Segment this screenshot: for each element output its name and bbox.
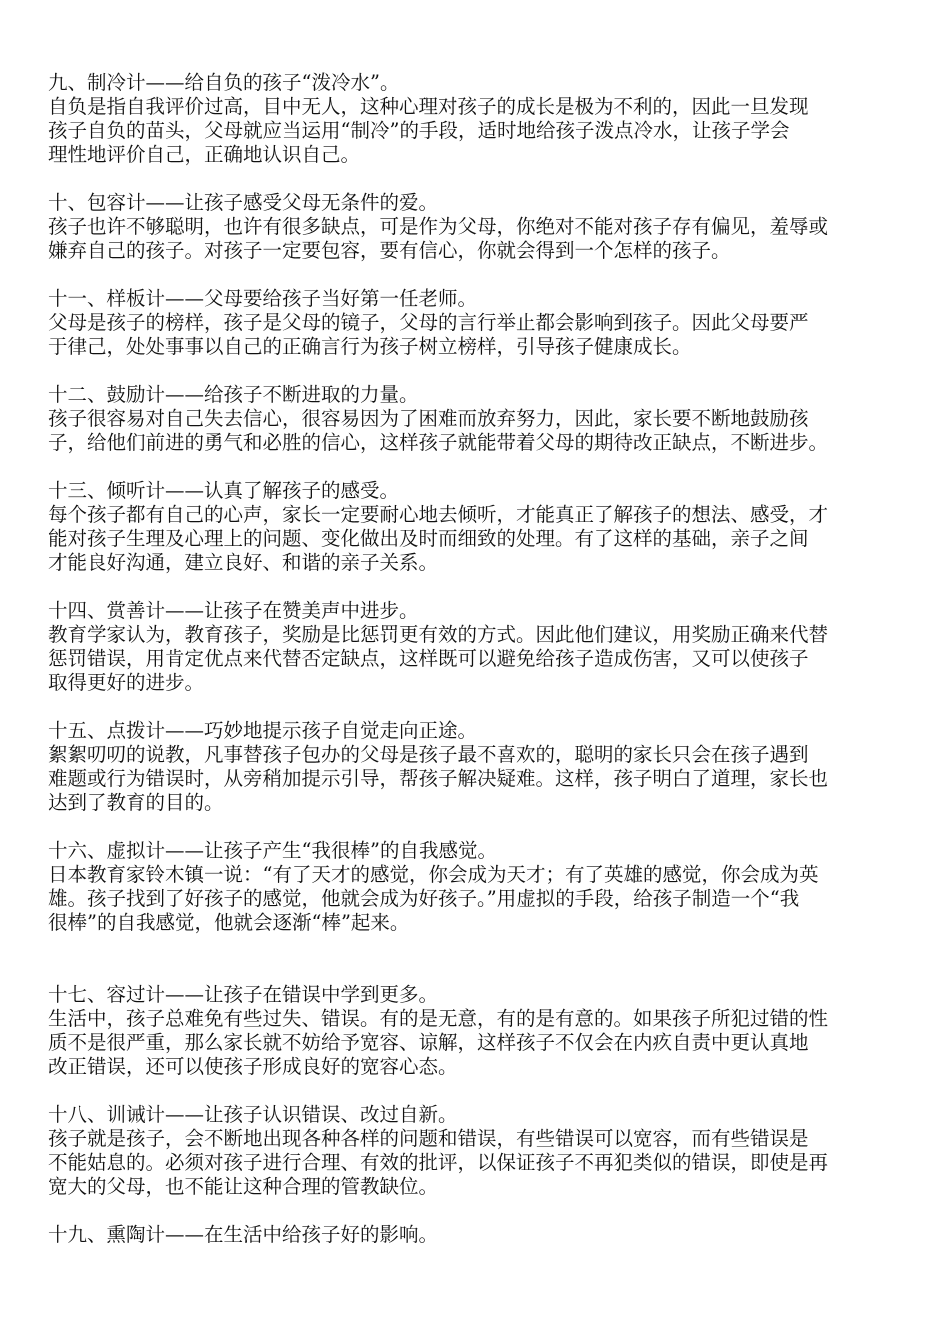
paragraph-line: 每个孩子都有自己的心声，家长一定要耐心地去倾听，才能真正了解孩子的想法、感受，才 [48, 503, 829, 526]
paragraph-line: 惩罚错误，用肯定优点来代替否定缺点，这样既可以避免给孩子造成伤害，又可以使孩子 [48, 647, 809, 670]
paragraph-line: 嫌弃自己的孩子。对孩子一定要包容，要有信心，你就会得到一个怎样的孩子。 [48, 239, 731, 262]
section-16 [48, 839, 910, 935]
section-11 [48, 287, 910, 359]
section-18 [48, 1103, 910, 1199]
paragraph-line: 理性地评价自己，正确地认识自己。 [48, 143, 361, 166]
section-heading: 十二、鼓励计——给孩子不断进取的力量。 [48, 383, 419, 406]
paragraph-line: 宽大的父母，也不能让这种合理的管教缺位。 [48, 1175, 439, 1198]
section-heading: 十六、虚拟计——让孩子产生“我很棒”的自我感觉。 [48, 839, 497, 862]
paragraph-line: 日本教育家铃木镇一说：“有了天才的感觉，你会成为天才；有了英雄的感觉，你会成为英 [48, 863, 819, 886]
paragraph-line: 质不是很严重，那么家长就不妨给予宽容、谅解，这样孩子不仅会在内疚自责中更认真地 [48, 1031, 809, 1054]
paragraph-line: 孩子自负的苗头，父母就应当运用“制冷”的手段，适时地给孩子泼点冷水，让孩子学会 [48, 119, 790, 142]
section-heading: 十四、赏善计——让孩子在赞美声中进步。 [48, 599, 419, 622]
paragraph-line: 改正错误，还可以使孩子形成良好的宽容心态。 [48, 1055, 458, 1078]
section-12 [48, 383, 910, 455]
section-heading: 十、包容计——让孩子感受父母无条件的爱。 [48, 191, 439, 214]
paragraph-line: 不能姑息的。必须对孩子进行合理、有效的批评，以保证孩子不再犯类似的错误，即使是再 [48, 1151, 829, 1174]
section-heading: 十一、样板计——父母要给孩子当好第一任老师。 [48, 287, 478, 310]
section-17 [48, 983, 910, 1079]
paragraph-line: 能对孩子生理及心理上的问题、变化做出及时而细致的处理。有了这样的基础，亲子之间 [48, 527, 809, 550]
section-heading: 十五、点拨计——巧妙地提示孩子自觉走向正途。 [48, 719, 478, 742]
paragraph-line: 孩子很容易对自己失去信心，很容易因为了困难而放弃努力，因此，家长要不断地鼓励孩 [48, 407, 809, 430]
paragraph-line: 子，给他们前进的勇气和必胜的信心，这样孩子就能带着父母的期待改正缺点，不断进步。 [48, 431, 829, 454]
section-heading: 十九、熏陶计——在生活中给孩子好的影响。 [48, 1223, 439, 1246]
section-19 [48, 1223, 910, 1247]
paragraph-line: 难题或行为错误时，从旁稍加提示引导，帮孩子解决疑难。这样，孩子明白了道理，家长也 [48, 767, 829, 790]
section-10 [48, 191, 910, 263]
paragraph-line: 孩子也许不够聪明，也许有很多缺点，可是作为父母，你绝对不能对孩子存有偏见，羞辱或 [48, 215, 829, 238]
section-heading: 十三、倾听计——认真了解孩子的感受。 [48, 479, 400, 502]
paragraph-line: 孩子就是孩子，会不断地出现各种各样的问题和错误，有些错误可以宽容，而有些错误是 [48, 1127, 809, 1150]
paragraph-line: 自负是指自我评价过高，目中无人，这种心理对孩子的成长是极为不利的，因此一旦发现 [48, 95, 809, 118]
section-14 [48, 599, 910, 695]
paragraph-line: 取得更好的进步。 [48, 671, 205, 694]
paragraph-line: 父母是孩子的榜样，孩子是父母的镜子，父母的言行举止都会影响到孩子。因此父母要严 [48, 311, 809, 334]
section-heading: 十七、容过计——让孩子在错误中学到更多。 [48, 983, 439, 1006]
paragraph-line: 教育学家认为，教育孩子，奖励是比惩罚更有效的方式。因此他们建议，用奖励正确来代替 [48, 623, 829, 646]
paragraph-line: 雄。孩子找到了好孩子的感觉，他就会成为好孩子。”用虚拟的手段，给孩子制造一个“我 [48, 887, 800, 910]
paragraph-line: 于律己，处处事事以自己的正确言行为孩子树立榜样，引导孩子健康成长。 [48, 335, 692, 358]
section-9 [48, 71, 910, 167]
paragraph-line: 絮絮叨叨的说教，凡事替孩子包办的父母是孩子最不喜欢的，聪明的家长只会在孩子遇到 [48, 743, 809, 766]
paragraph-line: 才能良好沟通，建立良好、和谐的亲子关系。 [48, 551, 439, 574]
paragraph-line: 生活中，孩子总难免有些过失、错误。有的是无意，有的是有意的。如果孩子所犯过错的性 [48, 1007, 829, 1030]
section-heading: 十八、训诫计——让孩子认识错误、改过自新。 [48, 1103, 458, 1126]
paragraph-line: 达到了教育的目的。 [48, 791, 224, 814]
section-15 [48, 719, 910, 815]
section-heading: 九、制冷计——给自负的孩子“泼冷水”。 [48, 71, 400, 94]
section-13 [48, 479, 910, 575]
paragraph-line: 很棒”的自我感觉，他就会逐渐“棒”起来。 [48, 911, 410, 934]
